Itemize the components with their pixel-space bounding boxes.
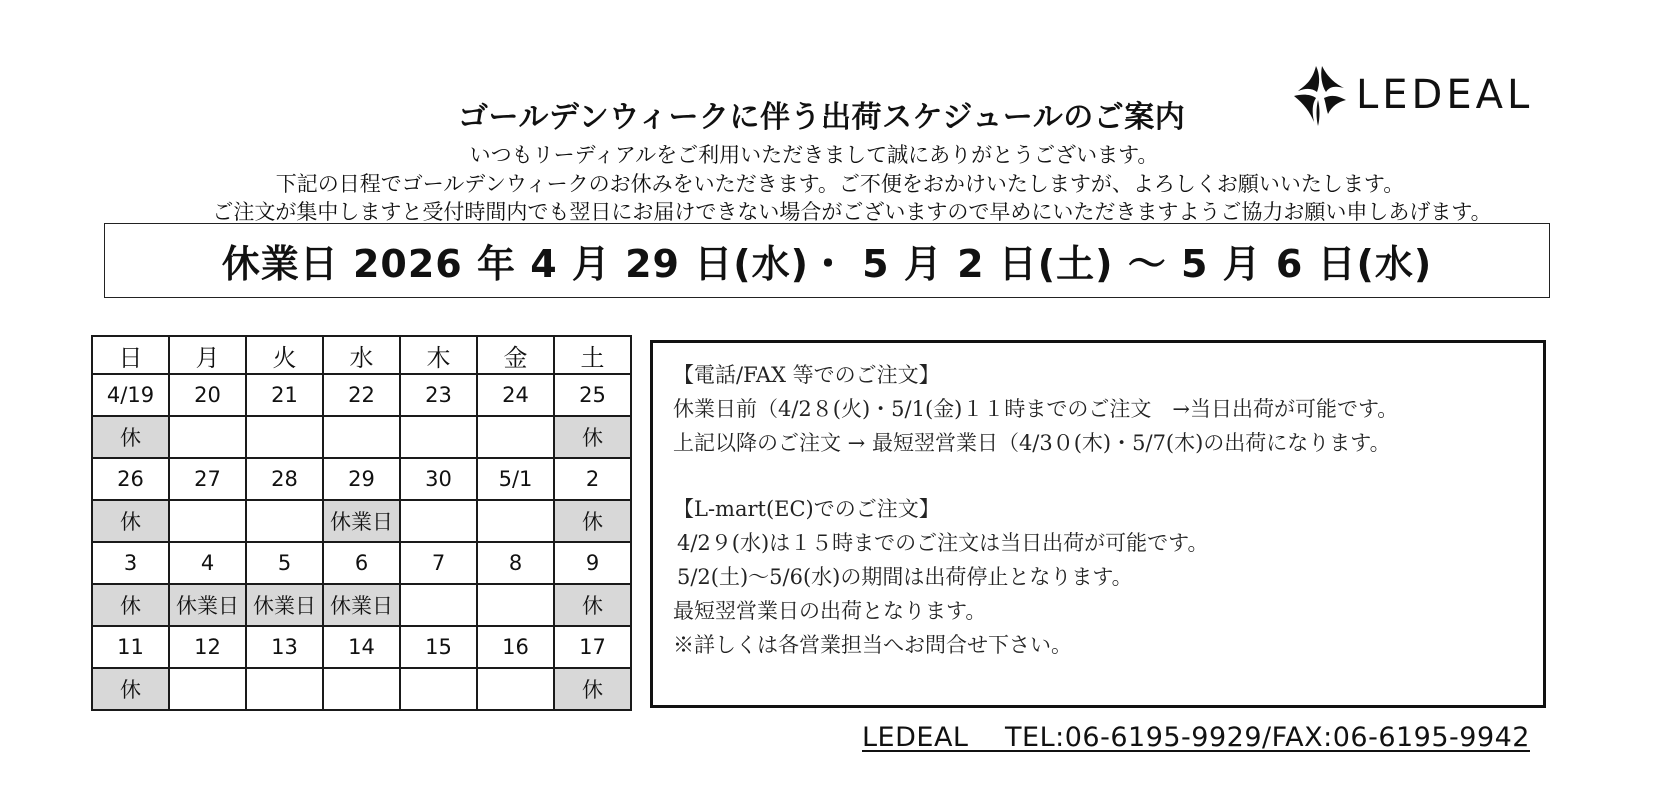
intro-line-3: ご注文が集中しますと受付時間内でも翌日にお届けできない場合がございますので早めにいただきますようご協力お願い申しあげます。	[212, 200, 1492, 224]
status-cell: 休	[92, 416, 169, 458]
calendar-date-row	[92, 458, 631, 500]
info-heading-ec: 【L-mart(EC)でのご注文】	[673, 497, 940, 521]
date-cell: 12	[169, 626, 246, 668]
calendar-status-row	[92, 584, 631, 626]
date-cell: 9	[554, 542, 631, 584]
date-cell: 5/1	[477, 458, 554, 500]
status-cell	[477, 668, 554, 710]
status-cell	[323, 416, 400, 458]
date-cell: 17	[554, 626, 631, 668]
logo-mark-icon	[1290, 64, 1348, 128]
date-cell: 22	[323, 374, 400, 416]
date-cell: 26	[92, 458, 169, 500]
status-cell	[477, 416, 554, 458]
calendar-status-row	[92, 500, 631, 542]
date-cell: 4	[169, 542, 246, 584]
status-cell: 休業日	[323, 584, 400, 626]
status-cell	[477, 584, 554, 626]
calendar-header-row	[92, 336, 631, 374]
info-line: 最短翌営業日の出荷となります。	[673, 599, 987, 623]
status-cell: 休業日	[246, 584, 323, 626]
date-cell: 2	[554, 458, 631, 500]
status-cell: 休	[554, 584, 631, 626]
date-cell: 25	[554, 374, 631, 416]
date-cell: 6	[323, 542, 400, 584]
date-cell: 7	[400, 542, 477, 584]
date-cell: 13	[246, 626, 323, 668]
date-cell: 15	[400, 626, 477, 668]
date-cell: 8	[477, 542, 554, 584]
status-cell	[400, 500, 477, 542]
ledeal-logo	[1290, 64, 1540, 128]
weekday-header: 水	[323, 336, 400, 374]
info-line: 4/2９(水)は１５時までのご注文は当日出荷が可能です。	[677, 531, 1209, 555]
status-cell: 休業日	[323, 500, 400, 542]
calendar-table	[91, 335, 632, 711]
date-cell: 14	[323, 626, 400, 668]
status-cell	[246, 416, 323, 458]
weekday-header: 月	[169, 336, 246, 374]
status-cell	[246, 668, 323, 710]
status-cell: 休	[92, 500, 169, 542]
order-info-box	[650, 340, 1546, 708]
date-cell: 27	[169, 458, 246, 500]
date-cell: 23	[400, 374, 477, 416]
calendar-date-row	[92, 626, 631, 668]
date-cell: 29	[323, 458, 400, 500]
intro-line-2: 下記の日程でゴールデンウィークのお休みをいただきます。ご不便をおかけいたしますが、よろしくお願いいたします。	[275, 172, 1405, 196]
contact-footer: LEDEAL TEL:06-6195-9929/FAX:06-6195-9942	[862, 722, 1530, 753]
holiday-banner	[104, 223, 1550, 298]
date-cell: 5	[246, 542, 323, 584]
calendar-status-row	[92, 416, 631, 458]
info-heading-phone: 【電話/FAX 等でのご注文】	[673, 363, 940, 387]
status-cell: 休	[92, 668, 169, 710]
date-cell: 3	[92, 542, 169, 584]
status-cell	[246, 500, 323, 542]
status-cell: 休	[554, 416, 631, 458]
date-cell: 30	[400, 458, 477, 500]
status-cell	[169, 416, 246, 458]
date-cell: 11	[92, 626, 169, 668]
status-cell	[400, 584, 477, 626]
page-title: ゴールデンウィークに伴う出荷スケジュールのご案内	[458, 100, 1186, 135]
status-cell	[400, 416, 477, 458]
date-cell: 20	[169, 374, 246, 416]
info-line: 休業日前（4/2８(火)・5/1(金)１１時までのご注文 →当日出荷が可能です。	[673, 397, 1399, 421]
date-cell: 16	[477, 626, 554, 668]
status-cell: 休	[554, 500, 631, 542]
weekday-header: 日	[92, 336, 169, 374]
info-note: ※詳しくは各営業担当へお問合せ下さい。	[673, 633, 1072, 657]
status-cell	[323, 668, 400, 710]
status-cell: 休	[554, 668, 631, 710]
calendar-date-row	[92, 374, 631, 416]
holiday-banner-text: 休業日 2026 年 4 月 29 日(水)・ 5 月 2 日(土) 〜 5 月 6 日(水)	[221, 242, 1433, 286]
date-cell: 21	[246, 374, 323, 416]
info-line: 上記以降のご注文 → 最短翌営業日（4/3０(木)・5/7(木)の出荷になります。	[673, 431, 1391, 455]
weekday-header: 土	[554, 336, 631, 374]
status-cell	[169, 500, 246, 542]
status-cell: 休	[92, 584, 169, 626]
calendar-date-row	[92, 542, 631, 584]
weekday-header: 金	[477, 336, 554, 374]
date-cell: 28	[246, 458, 323, 500]
status-cell	[477, 500, 554, 542]
intro-line-1: いつもリーディアルをご利用いただきまして誠にありがとうございます。	[469, 143, 1159, 167]
weekday-header: 木	[400, 336, 477, 374]
info-line: 5/2(土)〜5/6(水)の期間は出荷停止となります。	[677, 565, 1133, 589]
status-cell	[169, 668, 246, 710]
status-cell	[400, 668, 477, 710]
status-cell: 休業日	[169, 584, 246, 626]
date-cell: 4/19	[92, 374, 169, 416]
logo-text: LEDEAL	[1356, 72, 1534, 118]
weekday-header: 火	[246, 336, 323, 374]
calendar-status-row	[92, 668, 631, 710]
date-cell: 24	[477, 374, 554, 416]
